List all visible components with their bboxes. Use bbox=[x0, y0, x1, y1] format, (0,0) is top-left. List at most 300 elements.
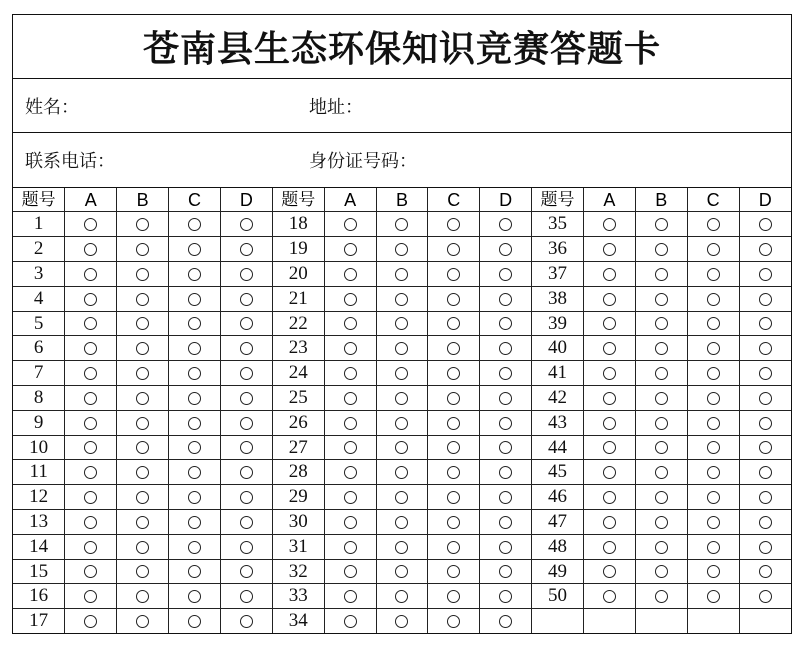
answer-cell-a[interactable] bbox=[65, 386, 117, 411]
answer-cell-c[interactable] bbox=[428, 435, 480, 460]
answer-bubble-icon[interactable] bbox=[707, 516, 720, 529]
answer-cell-c[interactable] bbox=[169, 485, 221, 510]
answer-cell-b[interactable] bbox=[376, 534, 428, 559]
answer-bubble-icon[interactable] bbox=[603, 218, 616, 231]
answer-cell-b[interactable] bbox=[635, 460, 687, 485]
answer-cell-c[interactable] bbox=[687, 410, 739, 435]
answer-bubble-icon[interactable] bbox=[499, 293, 512, 306]
answer-cell-a[interactable] bbox=[65, 510, 117, 535]
answer-cell-c[interactable] bbox=[169, 510, 221, 535]
answer-bubble-icon[interactable] bbox=[240, 367, 253, 380]
answer-cell-c[interactable] bbox=[687, 584, 739, 609]
answer-bubble-icon[interactable] bbox=[707, 293, 720, 306]
answer-bubble-icon[interactable] bbox=[240, 293, 253, 306]
answer-cell-d[interactable] bbox=[480, 460, 532, 485]
answer-cell-b[interactable] bbox=[635, 237, 687, 262]
answer-cell-c[interactable] bbox=[428, 485, 480, 510]
answer-bubble-icon[interactable] bbox=[136, 317, 149, 330]
answer-cell-b[interactable] bbox=[376, 386, 428, 411]
answer-bubble-icon[interactable] bbox=[447, 293, 460, 306]
answer-cell-c[interactable] bbox=[687, 534, 739, 559]
answer-cell-b[interactable] bbox=[117, 485, 169, 510]
answer-cell-a[interactable] bbox=[324, 286, 376, 311]
answer-cell-c[interactable] bbox=[428, 559, 480, 584]
answer-bubble-icon[interactable] bbox=[707, 243, 720, 256]
answer-cell-d[interactable] bbox=[739, 534, 791, 559]
answer-bubble-icon[interactable] bbox=[344, 466, 357, 479]
answer-bubble-icon[interactable] bbox=[395, 590, 408, 603]
answer-cell-a[interactable] bbox=[583, 286, 635, 311]
answer-bubble-icon[interactable] bbox=[603, 565, 616, 578]
answer-bubble-icon[interactable] bbox=[655, 293, 668, 306]
answer-bubble-icon[interactable] bbox=[84, 441, 97, 454]
answer-bubble-icon[interactable] bbox=[499, 565, 512, 578]
answer-cell-d[interactable] bbox=[220, 584, 272, 609]
answer-bubble-icon[interactable] bbox=[499, 441, 512, 454]
answer-bubble-icon[interactable] bbox=[395, 293, 408, 306]
answer-bubble-icon[interactable] bbox=[759, 367, 772, 380]
answer-cell-a[interactable] bbox=[324, 510, 376, 535]
answer-cell-a[interactable] bbox=[324, 559, 376, 584]
answer-bubble-icon[interactable] bbox=[188, 615, 201, 628]
answer-bubble-icon[interactable] bbox=[344, 516, 357, 529]
answer-cell-d[interactable] bbox=[480, 559, 532, 584]
answer-cell-d[interactable] bbox=[220, 510, 272, 535]
answer-bubble-icon[interactable] bbox=[707, 590, 720, 603]
answer-bubble-icon[interactable] bbox=[395, 516, 408, 529]
answer-bubble-icon[interactable] bbox=[188, 541, 201, 554]
answer-cell-a[interactable] bbox=[583, 361, 635, 386]
answer-cell-b[interactable] bbox=[117, 286, 169, 311]
answer-bubble-icon[interactable] bbox=[759, 466, 772, 479]
answer-cell-b[interactable] bbox=[376, 609, 428, 633]
answer-bubble-icon[interactable] bbox=[136, 342, 149, 355]
answer-cell-c[interactable] bbox=[169, 212, 221, 237]
answer-bubble-icon[interactable] bbox=[240, 516, 253, 529]
answer-bubble-icon[interactable] bbox=[188, 367, 201, 380]
answer-cell-b[interactable] bbox=[376, 410, 428, 435]
answer-bubble-icon[interactable] bbox=[759, 268, 772, 281]
answer-cell-a[interactable] bbox=[65, 460, 117, 485]
answer-bubble-icon[interactable] bbox=[447, 466, 460, 479]
answer-bubble-icon[interactable] bbox=[344, 491, 357, 504]
answer-cell-b[interactable] bbox=[635, 286, 687, 311]
answer-bubble-icon[interactable] bbox=[603, 317, 616, 330]
answer-bubble-icon[interactable] bbox=[240, 565, 253, 578]
answer-bubble-icon[interactable] bbox=[759, 491, 772, 504]
answer-cell-d[interactable] bbox=[480, 584, 532, 609]
answer-cell-a[interactable] bbox=[324, 485, 376, 510]
answer-bubble-icon[interactable] bbox=[603, 342, 616, 355]
answer-cell-a[interactable] bbox=[583, 262, 635, 287]
answer-cell-d[interactable] bbox=[739, 485, 791, 510]
answer-cell-c[interactable] bbox=[169, 584, 221, 609]
answer-bubble-icon[interactable] bbox=[84, 417, 97, 430]
answer-cell-d[interactable] bbox=[220, 336, 272, 361]
answer-bubble-icon[interactable] bbox=[136, 466, 149, 479]
answer-bubble-icon[interactable] bbox=[707, 392, 720, 405]
answer-cell-c[interactable] bbox=[687, 361, 739, 386]
answer-bubble-icon[interactable] bbox=[84, 342, 97, 355]
answer-cell-c[interactable] bbox=[428, 336, 480, 361]
answer-cell-d[interactable] bbox=[739, 262, 791, 287]
answer-cell-c[interactable] bbox=[169, 311, 221, 336]
answer-cell-a[interactable] bbox=[583, 584, 635, 609]
answer-bubble-icon[interactable] bbox=[395, 491, 408, 504]
answer-bubble-icon[interactable] bbox=[395, 268, 408, 281]
answer-cell-a[interactable] bbox=[324, 212, 376, 237]
answer-bubble-icon[interactable] bbox=[447, 441, 460, 454]
answer-cell-c[interactable] bbox=[428, 237, 480, 262]
answer-cell-c[interactable] bbox=[687, 435, 739, 460]
answer-bubble-icon[interactable] bbox=[188, 218, 201, 231]
answer-bubble-icon[interactable] bbox=[707, 417, 720, 430]
answer-bubble-icon[interactable] bbox=[759, 590, 772, 603]
answer-cell-a[interactable] bbox=[324, 262, 376, 287]
answer-bubble-icon[interactable] bbox=[188, 392, 201, 405]
answer-cell-d[interactable] bbox=[220, 361, 272, 386]
answer-bubble-icon[interactable] bbox=[136, 541, 149, 554]
answer-cell-a[interactable] bbox=[583, 559, 635, 584]
answer-cell-b[interactable] bbox=[117, 584, 169, 609]
answer-cell-d[interactable] bbox=[480, 311, 532, 336]
answer-cell-d[interactable] bbox=[480, 386, 532, 411]
answer-cell-d[interactable] bbox=[739, 212, 791, 237]
answer-cell-c[interactable] bbox=[428, 534, 480, 559]
answer-cell-b[interactable] bbox=[117, 609, 169, 633]
answer-bubble-icon[interactable] bbox=[84, 317, 97, 330]
answer-bubble-icon[interactable] bbox=[655, 317, 668, 330]
answer-bubble-icon[interactable] bbox=[188, 491, 201, 504]
answer-cell-b[interactable] bbox=[117, 510, 169, 535]
answer-cell-d[interactable] bbox=[739, 460, 791, 485]
answer-bubble-icon[interactable] bbox=[499, 367, 512, 380]
answer-cell-d[interactable] bbox=[220, 485, 272, 510]
answer-bubble-icon[interactable] bbox=[84, 392, 97, 405]
answer-cell-b[interactable] bbox=[376, 584, 428, 609]
answer-bubble-icon[interactable] bbox=[447, 392, 460, 405]
answer-cell-a[interactable] bbox=[583, 460, 635, 485]
answer-cell-a[interactable] bbox=[583, 485, 635, 510]
answer-cell-d[interactable] bbox=[480, 336, 532, 361]
answer-cell-d[interactable] bbox=[480, 212, 532, 237]
answer-bubble-icon[interactable] bbox=[395, 342, 408, 355]
answer-bubble-icon[interactable] bbox=[707, 441, 720, 454]
answer-bubble-icon[interactable] bbox=[188, 565, 201, 578]
answer-cell-c[interactable] bbox=[687, 311, 739, 336]
answer-bubble-icon[interactable] bbox=[447, 218, 460, 231]
answer-bubble-icon[interactable] bbox=[395, 541, 408, 554]
answer-cell-b[interactable] bbox=[635, 410, 687, 435]
answer-cell-b[interactable] bbox=[117, 559, 169, 584]
answer-bubble-icon[interactable] bbox=[655, 590, 668, 603]
answer-bubble-icon[interactable] bbox=[759, 392, 772, 405]
answer-bubble-icon[interactable] bbox=[84, 218, 97, 231]
answer-bubble-icon[interactable] bbox=[655, 491, 668, 504]
answer-bubble-icon[interactable] bbox=[136, 441, 149, 454]
answer-cell-d[interactable] bbox=[739, 435, 791, 460]
answer-cell-c[interactable] bbox=[169, 460, 221, 485]
answer-bubble-icon[interactable] bbox=[240, 218, 253, 231]
answer-bubble-icon[interactable] bbox=[84, 466, 97, 479]
answer-bubble-icon[interactable] bbox=[759, 342, 772, 355]
answer-bubble-icon[interactable] bbox=[447, 615, 460, 628]
answer-bubble-icon[interactable] bbox=[603, 541, 616, 554]
answer-cell-c[interactable] bbox=[428, 311, 480, 336]
answer-bubble-icon[interactable] bbox=[136, 218, 149, 231]
answer-cell-d[interactable] bbox=[739, 286, 791, 311]
answer-bubble-icon[interactable] bbox=[759, 317, 772, 330]
answer-cell-a[interactable] bbox=[324, 336, 376, 361]
answer-cell-d[interactable] bbox=[739, 237, 791, 262]
answer-cell-c[interactable] bbox=[428, 361, 480, 386]
answer-bubble-icon[interactable] bbox=[655, 466, 668, 479]
answer-bubble-icon[interactable] bbox=[447, 565, 460, 578]
answer-cell-b[interactable] bbox=[635, 510, 687, 535]
answer-cell-a[interactable] bbox=[324, 609, 376, 633]
answer-cell-b[interactable] bbox=[635, 584, 687, 609]
answer-bubble-icon[interactable] bbox=[603, 268, 616, 281]
answer-cell-b[interactable] bbox=[117, 262, 169, 287]
answer-cell-a[interactable] bbox=[583, 212, 635, 237]
answer-cell-c[interactable] bbox=[428, 286, 480, 311]
answer-bubble-icon[interactable] bbox=[344, 417, 357, 430]
answer-cell-a[interactable] bbox=[65, 609, 117, 633]
answer-cell-d[interactable] bbox=[480, 485, 532, 510]
answer-bubble-icon[interactable] bbox=[447, 516, 460, 529]
answer-bubble-icon[interactable] bbox=[603, 466, 616, 479]
address-field-label[interactable]: 地址： bbox=[309, 96, 363, 118]
answer-bubble-icon[interactable] bbox=[395, 466, 408, 479]
answer-bubble-icon[interactable] bbox=[395, 565, 408, 578]
answer-bubble-icon[interactable] bbox=[188, 516, 201, 529]
answer-bubble-icon[interactable] bbox=[395, 441, 408, 454]
answer-bubble-icon[interactable] bbox=[188, 293, 201, 306]
answer-cell-b[interactable] bbox=[376, 237, 428, 262]
answer-cell-c[interactable] bbox=[687, 237, 739, 262]
answer-cell-b[interactable] bbox=[117, 336, 169, 361]
answer-cell-d[interactable] bbox=[739, 559, 791, 584]
answer-bubble-icon[interactable] bbox=[188, 441, 201, 454]
answer-bubble-icon[interactable] bbox=[655, 218, 668, 231]
answer-bubble-icon[interactable] bbox=[707, 565, 720, 578]
answer-cell-d[interactable] bbox=[220, 435, 272, 460]
answer-cell-b[interactable] bbox=[635, 485, 687, 510]
answer-cell-d[interactable] bbox=[220, 534, 272, 559]
answer-bubble-icon[interactable] bbox=[499, 317, 512, 330]
answer-bubble-icon[interactable] bbox=[499, 218, 512, 231]
answer-bubble-icon[interactable] bbox=[447, 541, 460, 554]
answer-cell-b[interactable] bbox=[376, 286, 428, 311]
answer-bubble-icon[interactable] bbox=[655, 392, 668, 405]
answer-cell-a[interactable] bbox=[65, 311, 117, 336]
answer-cell-c[interactable] bbox=[687, 262, 739, 287]
answer-bubble-icon[interactable] bbox=[603, 441, 616, 454]
answer-bubble-icon[interactable] bbox=[759, 516, 772, 529]
answer-cell-c[interactable] bbox=[428, 262, 480, 287]
answer-cell-a[interactable] bbox=[65, 410, 117, 435]
answer-bubble-icon[interactable] bbox=[240, 268, 253, 281]
answer-cell-b[interactable] bbox=[635, 435, 687, 460]
answer-bubble-icon[interactable] bbox=[344, 218, 357, 231]
answer-bubble-icon[interactable] bbox=[759, 417, 772, 430]
answer-bubble-icon[interactable] bbox=[499, 466, 512, 479]
answer-cell-d[interactable] bbox=[480, 237, 532, 262]
answer-cell-a[interactable] bbox=[324, 460, 376, 485]
answer-cell-a[interactable] bbox=[65, 262, 117, 287]
answer-cell-a[interactable] bbox=[583, 386, 635, 411]
answer-bubble-icon[interactable] bbox=[188, 317, 201, 330]
answer-bubble-icon[interactable] bbox=[344, 615, 357, 628]
answer-bubble-icon[interactable] bbox=[136, 367, 149, 380]
answer-cell-c[interactable] bbox=[169, 559, 221, 584]
answer-bubble-icon[interactable] bbox=[240, 392, 253, 405]
answer-bubble-icon[interactable] bbox=[84, 615, 97, 628]
answer-cell-a[interactable] bbox=[65, 485, 117, 510]
answer-bubble-icon[interactable] bbox=[344, 392, 357, 405]
answer-cell-d[interactable] bbox=[220, 559, 272, 584]
answer-cell-a[interactable] bbox=[65, 435, 117, 460]
answer-cell-d[interactable] bbox=[220, 609, 272, 633]
answer-cell-d[interactable] bbox=[220, 237, 272, 262]
answer-bubble-icon[interactable] bbox=[655, 516, 668, 529]
answer-cell-a[interactable] bbox=[583, 510, 635, 535]
answer-bubble-icon[interactable] bbox=[344, 441, 357, 454]
answer-cell-d[interactable] bbox=[480, 534, 532, 559]
answer-cell-b[interactable] bbox=[635, 212, 687, 237]
answer-bubble-icon[interactable] bbox=[344, 342, 357, 355]
answer-bubble-icon[interactable] bbox=[759, 441, 772, 454]
answer-cell-a[interactable] bbox=[583, 311, 635, 336]
answer-bubble-icon[interactable] bbox=[344, 268, 357, 281]
answer-bubble-icon[interactable] bbox=[603, 243, 616, 256]
answer-cell-c[interactable] bbox=[687, 510, 739, 535]
answer-cell-d[interactable] bbox=[739, 410, 791, 435]
answer-cell-d[interactable] bbox=[739, 336, 791, 361]
answer-cell-c[interactable] bbox=[169, 435, 221, 460]
answer-cell-d[interactable] bbox=[220, 286, 272, 311]
answer-bubble-icon[interactable] bbox=[707, 491, 720, 504]
answer-cell-b[interactable] bbox=[376, 336, 428, 361]
answer-bubble-icon[interactable] bbox=[188, 466, 201, 479]
answer-bubble-icon[interactable] bbox=[240, 615, 253, 628]
answer-bubble-icon[interactable] bbox=[136, 565, 149, 578]
answer-cell-c[interactable] bbox=[169, 609, 221, 633]
answer-bubble-icon[interactable] bbox=[759, 541, 772, 554]
answer-bubble-icon[interactable] bbox=[499, 516, 512, 529]
answer-bubble-icon[interactable] bbox=[395, 615, 408, 628]
answer-cell-d[interactable] bbox=[739, 386, 791, 411]
answer-cell-a[interactable] bbox=[65, 559, 117, 584]
answer-bubble-icon[interactable] bbox=[344, 541, 357, 554]
answer-bubble-icon[interactable] bbox=[395, 218, 408, 231]
answer-cell-b[interactable] bbox=[117, 410, 169, 435]
answer-cell-b[interactable] bbox=[117, 237, 169, 262]
answer-cell-b[interactable] bbox=[117, 534, 169, 559]
answer-bubble-icon[interactable] bbox=[136, 268, 149, 281]
answer-bubble-icon[interactable] bbox=[447, 317, 460, 330]
answer-bubble-icon[interactable] bbox=[655, 367, 668, 380]
answer-cell-a[interactable] bbox=[324, 534, 376, 559]
answer-bubble-icon[interactable] bbox=[240, 590, 253, 603]
answer-cell-a[interactable] bbox=[324, 584, 376, 609]
answer-bubble-icon[interactable] bbox=[344, 317, 357, 330]
answer-cell-a[interactable] bbox=[324, 410, 376, 435]
answer-cell-d[interactable] bbox=[480, 435, 532, 460]
answer-bubble-icon[interactable] bbox=[603, 516, 616, 529]
answer-bubble-icon[interactable] bbox=[240, 243, 253, 256]
answer-cell-c[interactable] bbox=[428, 609, 480, 633]
answer-cell-a[interactable] bbox=[324, 311, 376, 336]
answer-cell-d[interactable] bbox=[739, 510, 791, 535]
answer-cell-b[interactable] bbox=[635, 534, 687, 559]
answer-bubble-icon[interactable] bbox=[759, 293, 772, 306]
answer-cell-a[interactable] bbox=[583, 336, 635, 361]
answer-bubble-icon[interactable] bbox=[240, 417, 253, 430]
answer-bubble-icon[interactable] bbox=[499, 541, 512, 554]
answer-cell-d[interactable] bbox=[220, 212, 272, 237]
answer-cell-b[interactable] bbox=[635, 311, 687, 336]
answer-cell-c[interactable] bbox=[169, 286, 221, 311]
answer-cell-b[interactable] bbox=[635, 262, 687, 287]
answer-bubble-icon[interactable] bbox=[603, 392, 616, 405]
answer-cell-c[interactable] bbox=[687, 336, 739, 361]
answer-cell-b[interactable] bbox=[635, 559, 687, 584]
answer-bubble-icon[interactable] bbox=[136, 392, 149, 405]
answer-bubble-icon[interactable] bbox=[447, 243, 460, 256]
answer-bubble-icon[interactable] bbox=[344, 293, 357, 306]
answer-bubble-icon[interactable] bbox=[447, 417, 460, 430]
answer-bubble-icon[interactable] bbox=[344, 565, 357, 578]
answer-bubble-icon[interactable] bbox=[395, 243, 408, 256]
answer-cell-d[interactable] bbox=[480, 510, 532, 535]
answer-cell-b[interactable] bbox=[376, 485, 428, 510]
answer-cell-c[interactable] bbox=[169, 361, 221, 386]
answer-cell-a[interactable] bbox=[324, 435, 376, 460]
answer-cell-a[interactable] bbox=[583, 435, 635, 460]
answer-cell-d[interactable] bbox=[739, 584, 791, 609]
answer-bubble-icon[interactable] bbox=[499, 417, 512, 430]
answer-cell-a[interactable] bbox=[583, 237, 635, 262]
answer-bubble-icon[interactable] bbox=[188, 590, 201, 603]
answer-cell-b[interactable] bbox=[117, 435, 169, 460]
answer-bubble-icon[interactable] bbox=[84, 243, 97, 256]
answer-cell-d[interactable] bbox=[220, 410, 272, 435]
answer-cell-c[interactable] bbox=[428, 386, 480, 411]
answer-cell-a[interactable] bbox=[65, 286, 117, 311]
answer-cell-a[interactable] bbox=[583, 410, 635, 435]
answer-cell-c[interactable] bbox=[687, 386, 739, 411]
answer-bubble-icon[interactable] bbox=[136, 491, 149, 504]
answer-cell-a[interactable] bbox=[324, 237, 376, 262]
answer-bubble-icon[interactable] bbox=[344, 590, 357, 603]
answer-cell-d[interactable] bbox=[739, 361, 791, 386]
answer-bubble-icon[interactable] bbox=[395, 317, 408, 330]
answer-bubble-icon[interactable] bbox=[136, 516, 149, 529]
answer-cell-d[interactable] bbox=[739, 311, 791, 336]
answer-cell-b[interactable] bbox=[635, 386, 687, 411]
answer-cell-b[interactable] bbox=[376, 435, 428, 460]
answer-cell-c[interactable] bbox=[169, 534, 221, 559]
answer-cell-b[interactable] bbox=[117, 386, 169, 411]
answer-cell-d[interactable] bbox=[480, 262, 532, 287]
answer-bubble-icon[interactable] bbox=[655, 441, 668, 454]
answer-bubble-icon[interactable] bbox=[499, 491, 512, 504]
answer-bubble-icon[interactable] bbox=[707, 317, 720, 330]
answer-cell-a[interactable] bbox=[65, 212, 117, 237]
answer-bubble-icon[interactable] bbox=[447, 268, 460, 281]
answer-cell-b[interactable] bbox=[376, 212, 428, 237]
